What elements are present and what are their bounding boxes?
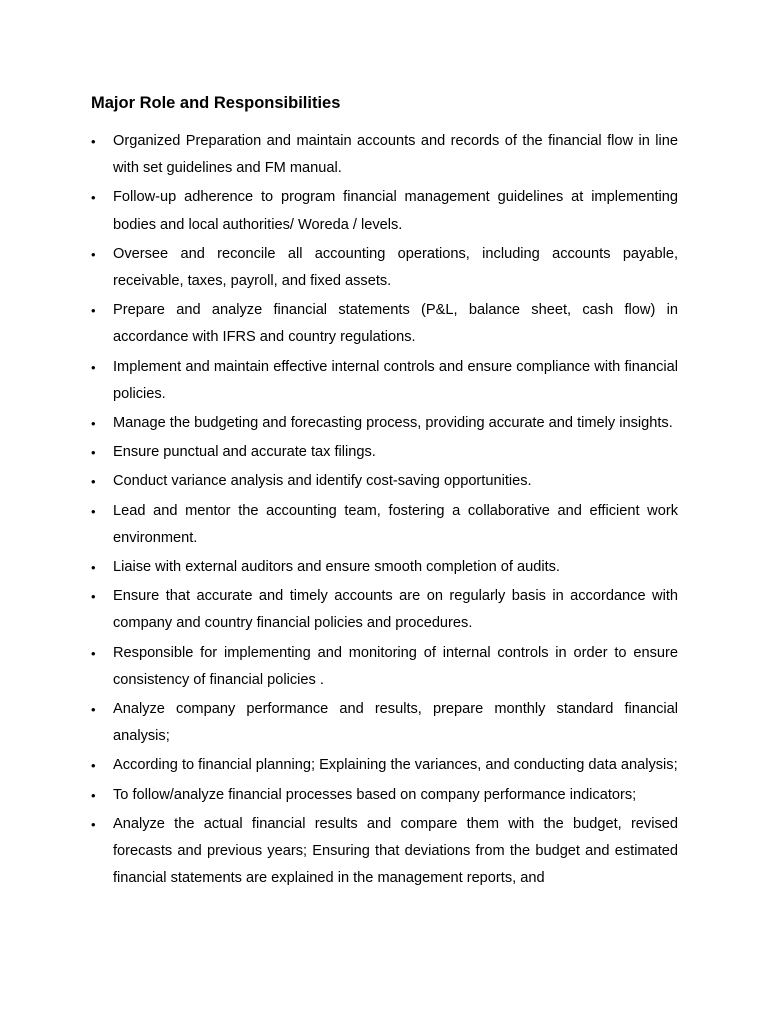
list-item [91,297,678,351]
list-item-text: Prepare and analyze financial statements (P&L, balance sheet, cash flow) in accordance with IFRS and country regulations. [113,302,678,346]
list-item-text: Conduct variance analysis and identify cost-saving opportunities. [113,473,532,490]
list-item [91,468,678,495]
list-item-text: Liaise with external auditors and ensure smooth completion of audits. [113,559,560,576]
bullet-icon: • [91,190,96,206]
list-item [91,696,678,750]
list-item-text: Analyze the actual financial results and compare them with the budget, revised forecasts and previous years; Ensuring that deviations from the budget and estimated financial statements are explained in the management reports, and [113,815,678,887]
bullet-icon: • [91,474,96,490]
list-item-text: According to financial planning; Explaining the variances, and conducting data analysis; [113,757,678,774]
list-item-text: Implement and maintain effective internal controls and ensure compliance with financial policies. [113,358,678,402]
bullet-icon: • [91,359,96,375]
responsibilities-list [91,128,678,894]
list-item [91,128,678,182]
list-item [91,498,678,552]
bullet-icon: • [91,503,96,519]
list-item [91,439,678,466]
bullet-icon: • [91,134,96,149]
section-heading: Major Role and Responsibilities [91,94,341,112]
list-item-text: Ensure punctual and accurate tax filings. [113,444,376,461]
list-item [91,354,678,408]
list-item-text: Lead and mentor the accounting team, fostering a collaborative and efficient work environment. [113,502,678,546]
list-item-text: Oversee and reconcile all accounting operations, including accounts payable, receivable, taxes, payroll, and fixed assets. [113,245,678,290]
list-item-text: Ensure that accurate and timely accounts are on regularly basis in accordance with company and country financial policies and procedures. [113,588,678,632]
bullet-icon: • [91,445,96,461]
list-item-text: Analyze company performance and results, prepare monthly standard financial analysis; [113,701,678,745]
list-item-text: Follow-up adherence to program financial management guidelines at implementing bodies and local authorities/ Woreda / levels. [113,189,678,233]
bullet-icon: • [91,758,96,774]
bullet-icon: • [91,702,96,718]
list-item-text: Organized Preparation and maintain accounts and records of the financial flow in line with set guidelines and FM manual. [113,133,678,177]
list-item [91,811,678,893]
list-item-text: Manage the budgeting and forecasting process, providing accurate and timely insights. [113,415,673,432]
bullet-icon: • [91,416,96,432]
list-item [91,782,678,809]
list-item [91,554,678,581]
bullet-icon: • [91,645,96,661]
bullet-icon: • [91,560,96,576]
bullet-icon: • [91,589,96,605]
list-item-text: To follow/analyze financial processes based on company performance indicators; [113,786,637,803]
list-item [91,410,678,437]
list-item [91,752,678,779]
list-item [91,184,678,238]
bullet-icon: • [91,303,96,319]
bullet-icon: • [91,816,96,832]
list-item [91,583,678,637]
list-item [91,241,678,295]
list-item-text: Responsible for implementing and monitoring of internal controls in order to ensure consistency of financial policies . [113,644,678,688]
bullet-icon: • [91,246,96,262]
list-item [91,640,678,694]
bullet-icon: • [91,787,96,803]
